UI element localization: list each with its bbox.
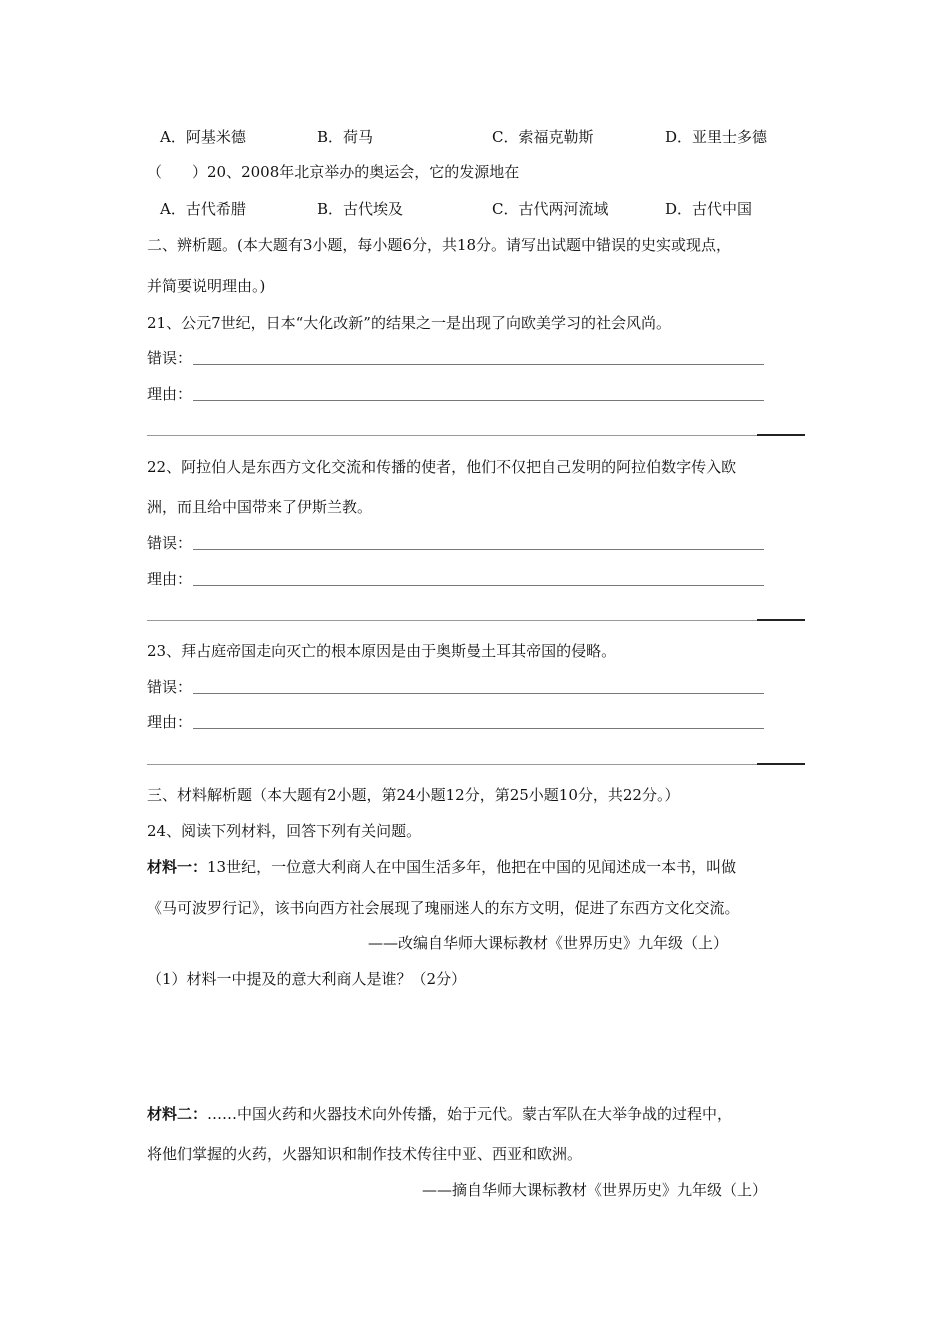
q23-text: 23、拜占庭帝国走向灭亡的根本原因是由于奥斯曼土耳其帝国的侵略。	[147, 642, 617, 660]
q21-error-label: 错误：	[147, 349, 193, 367]
material2-source: ——摘自华师大课标教材《世界历史》九年级（上）	[422, 1181, 768, 1199]
section2-heading-line1: 二、辨析题。(本大题有3小题，每小题6分，共18分。请写出试题中错误的史实或现点，	[147, 236, 732, 254]
material1-text-line1: 13世纪，一位意大利商人在中国生活多年，他把在中国的见闻述成一本书，叫做	[207, 858, 737, 876]
q19-option-b: B．荷马	[317, 128, 374, 146]
q19-option-a: A．阿基米德	[160, 128, 246, 146]
q23-extra-line[interactable]	[147, 764, 805, 765]
q22-extra-line[interactable]	[147, 620, 805, 621]
material2-line2: 将他们掌握的火药，火器知识和制作技术传往中亚、西亚和欧洲。	[147, 1145, 583, 1163]
q23-error-label: 错误：	[147, 678, 193, 696]
q19-option-d: D．亚里士多德	[665, 128, 768, 146]
q21-reason-label: 理由：	[147, 385, 193, 403]
section2-heading-line2: 并简要说明理由。)	[147, 277, 266, 295]
q21-error-field[interactable]	[193, 364, 764, 365]
q20-option-b: B．古代埃及	[317, 200, 404, 218]
q24-sub1-answer-area[interactable]	[147, 1000, 805, 1090]
q20-option-a: A．古代希腊	[160, 200, 246, 218]
q21-extra-line-tail	[757, 434, 805, 436]
q23-reason-label: 理由：	[147, 713, 193, 731]
q19-option-c: C．索福克勒斯	[492, 128, 594, 146]
q23-extra-line-tail	[757, 763, 805, 765]
q22-line2: 洲，而且给中国带来了伊斯兰教。	[147, 498, 373, 516]
q22-line1: 22、阿拉伯人是东西方文化交流和传播的使者，他们不仅把自己发明的阿拉伯数字传入欧	[147, 458, 737, 476]
material1-label: 材料一：	[147, 858, 208, 876]
q24-sub1: （1）材料一中提及的意大利商人是谁？（2分）	[147, 970, 467, 988]
material2-line1	[147, 1104, 732, 1124]
q20-option-d: D．古代中国	[665, 200, 753, 218]
section3-heading: 三、材料解析题（本大题有2小题，第24小题12分，第25小题10分，共22分。）	[147, 786, 680, 804]
q20-option-c: C．古代两河流域	[492, 200, 609, 218]
q20-stem: （ ）20、2008年北京举办的奥运会，它的发源地在	[147, 163, 520, 181]
q23-reason-field[interactable]	[193, 728, 764, 729]
material2-text-line1: ……中国火药和火器技术向外传播，始于元代。蒙古军队在大举争战的过程中，	[207, 1105, 733, 1123]
q22-error-field[interactable]	[193, 549, 764, 550]
q23-error-field[interactable]	[193, 693, 764, 694]
material1-line2: 《马可波罗行记》，该书向西方社会展现了瑰丽迷人的东方文明，促进了东西方文化交流。	[147, 899, 740, 917]
q21-extra-line[interactable]	[147, 435, 805, 436]
material2-label: 材料二：	[147, 1105, 208, 1123]
q22-error-label: 错误：	[147, 534, 193, 552]
q22-reason-label: 理由：	[147, 570, 193, 588]
q24-stem: 24、阅读下列材料，回答下列有关问题。	[147, 822, 422, 840]
q22-extra-line-tail	[757, 619, 805, 621]
material1-source: ——改编自华师大课标教材《世界历史》九年级（上）	[368, 934, 729, 952]
material1-line1	[147, 857, 736, 877]
q22-reason-field[interactable]	[193, 585, 764, 586]
q21-text: 21、公元7世纪，日本“大化改新”的结果之一是出现了向欧美学习的社会风尚。	[147, 314, 671, 332]
q21-reason-field[interactable]	[193, 400, 764, 401]
